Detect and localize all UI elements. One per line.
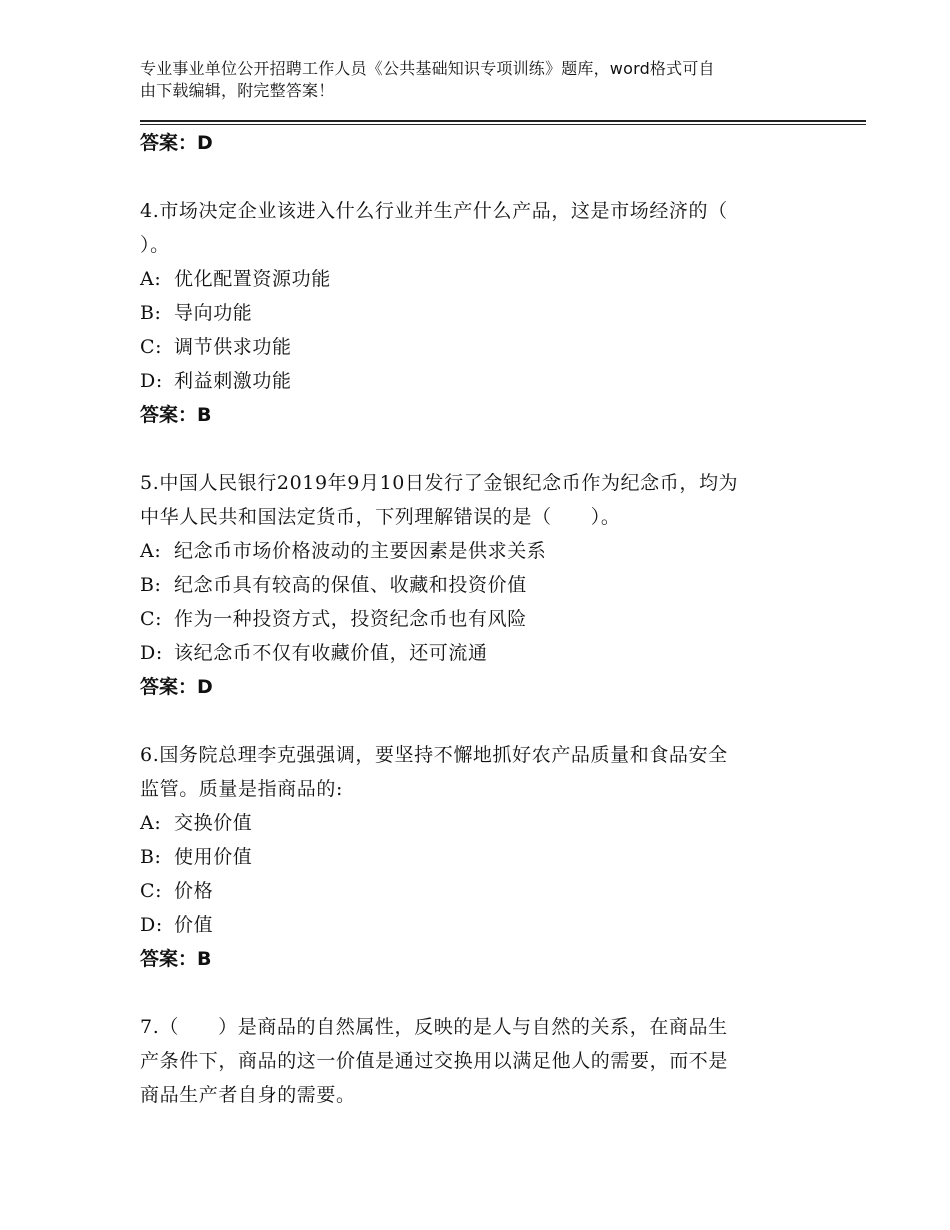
answer-value: D bbox=[197, 676, 213, 698]
header-rule-thick bbox=[140, 120, 866, 122]
question-5-option-d: D: 该纪念币不仅有收藏价值，还可流通 bbox=[140, 642, 488, 664]
answer-value: D bbox=[197, 132, 213, 154]
question-6-line-2: 监管。质量是指商品的: bbox=[140, 778, 344, 800]
answer-label: 答案： bbox=[140, 948, 198, 970]
question-7 bbox=[140, 1010, 820, 1112]
question-5-option-b: B: 纪念币具有较高的保值、收藏和投资价值 bbox=[140, 574, 527, 596]
question-5 bbox=[140, 466, 820, 704]
question-7-line-2: 产条件下，商品的这一价值是通过交换用以满足他人的需要，而不是 bbox=[140, 1050, 729, 1072]
question-5-line-1: 5.中国人民银行2019年9月10日发行了金银纪念币作为纪念币，均为 bbox=[140, 472, 739, 494]
answer-value: B bbox=[197, 404, 212, 426]
question-5-option-c: C: 作为一种投资方式，投资纪念币也有风险 bbox=[140, 608, 527, 630]
header-line-2: 由下载编辑，附完整答案！ bbox=[140, 81, 335, 100]
question-6-option-b: B: 使用价值 bbox=[140, 846, 253, 868]
question-4-option-b: B: 导向功能 bbox=[140, 302, 253, 324]
question-6-option-d: D: 价值 bbox=[140, 914, 214, 936]
question-5-line-2: 中华人民共和国法定货币，下列理解错误的是（ ）。 bbox=[140, 506, 621, 528]
answer-prev bbox=[140, 126, 820, 160]
question-5-answer bbox=[140, 670, 820, 704]
answer-label: 答案： bbox=[140, 404, 198, 426]
question-5-option-a: A: 纪念币市场价格波动的主要因素是供求关系 bbox=[140, 540, 547, 562]
question-7-line-1: 7.（ ）是商品的自然属性，反映的是人与自然的关系，在商品生 bbox=[140, 1016, 728, 1038]
question-list bbox=[140, 126, 820, 1112]
question-4-option-c: C: 调节供求功能 bbox=[140, 336, 292, 358]
answer-label: 答案： bbox=[140, 132, 198, 154]
header-rule-thin bbox=[140, 124, 866, 125]
question-4 bbox=[140, 194, 820, 432]
question-4-line-2: ）。 bbox=[140, 234, 170, 256]
question-6-answer bbox=[140, 942, 820, 976]
answer-label: 答案： bbox=[140, 676, 198, 698]
question-6 bbox=[140, 738, 820, 976]
question-6-option-c: C: 价格 bbox=[140, 880, 214, 902]
question-4-option-a: A: 优化配置资源功能 bbox=[140, 268, 331, 290]
question-4-line-1: 4.市场决定企业该进入什么行业并生产什么产品，这是市场经济的（ bbox=[140, 200, 728, 222]
answer-value: B bbox=[197, 948, 212, 970]
question-6-line-1: 6.国务院总理李克强强调，要坚持不懈地抓好农产品质量和食品安全 bbox=[140, 744, 728, 766]
header-line-1: 专业事业单位公开招聘工作人员《公共基础知识专项训练》题库，word格式可自 bbox=[140, 59, 715, 78]
question-4-answer bbox=[140, 398, 820, 432]
question-4-option-d: D: 利益刺激功能 bbox=[140, 370, 292, 392]
page-header bbox=[140, 58, 820, 102]
question-7-line-3: 商品生产者自身的需要。 bbox=[140, 1084, 356, 1106]
question-6-option-a: A: 交换价值 bbox=[140, 812, 253, 834]
